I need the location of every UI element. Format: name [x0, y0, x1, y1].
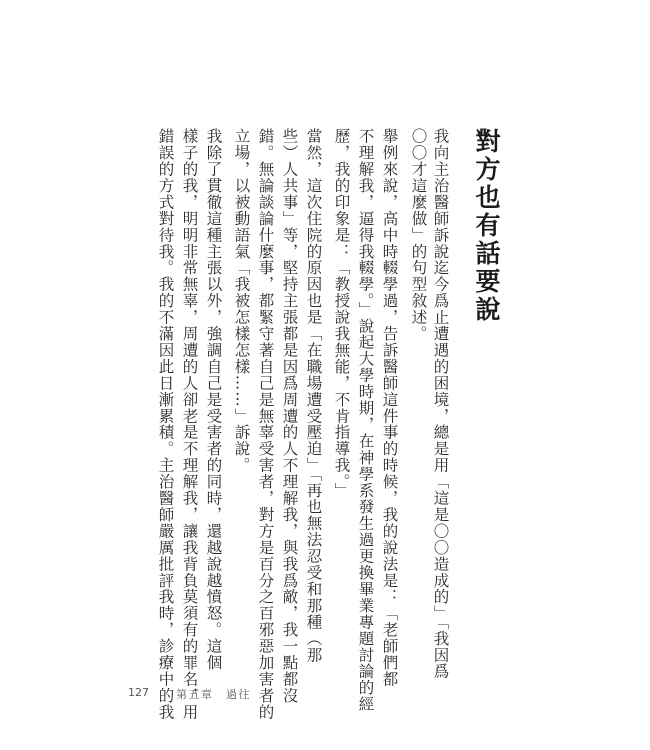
text-line: 錯。無論談論什麼事，都緊守著自己是無辜受害者，對方是百分之百邪惡加害者的 [256, 128, 275, 721]
text-line: 些）人共事」等，堅持主張都是因爲周遭的人不理解我，與我爲敵，我一點都沒 [280, 128, 299, 704]
section-heading: 對方也有話要說 [472, 128, 501, 324]
text-line: 當然，這次住院的原因也是「在職場遭受壓迫」「再也無法忍受和那種（那 [304, 128, 323, 664]
text-line: 樣子的我，明明非常無辜，周遭的人卻老是不理解我，讓我背負莫須有的罪名，用 [180, 128, 199, 721]
text-line: 歷，我的印象是：「教授說我無能，不肯指導我。」 [332, 128, 351, 499]
text-line: 舉例來說，高中時輟學過，告訴醫師這件事的時候，我的說法是：「老師們都 [380, 128, 399, 688]
page-number: 127 [128, 686, 149, 699]
text-line: 不理解我，逼得我輟學。」說起大學時期，在神學系發生過更換畢業專題討論的經 [356, 128, 375, 713]
running-head: 第五章 過往 [176, 688, 251, 701]
text-line: 錯誤的方式對待我。我的不滿因此日漸累積。主治醫師嚴厲批評我時，診療中的我 [156, 128, 175, 721]
text-line: 〇〇才這麼做」的句型敘述。 [409, 128, 428, 342]
text-line: 立場，以被動語氣「我被怎樣怎樣……」訴說。 [232, 128, 251, 474]
text-line: 我向主治醫師訴說迄今爲止遭遇的困境，總是用「這是〇〇造成的」「我因爲 [431, 128, 450, 680]
text-line: 我除了貫徹這種主張以外，強調自己是受害者的同時，還越說越憤怒。這個 [204, 128, 223, 671]
